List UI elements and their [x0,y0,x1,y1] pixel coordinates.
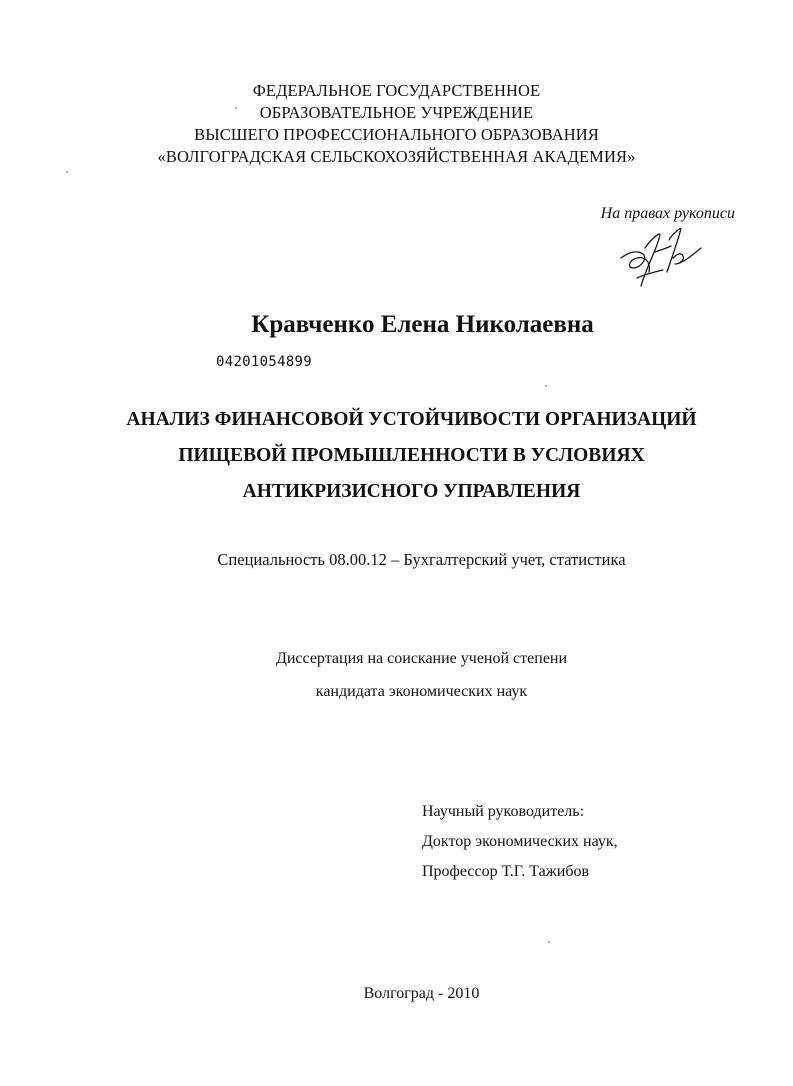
institution-line: ОБРАЗОВАТЕЛЬНОЕ УЧРЕЖДЕНИЕ [259,103,534,122]
title-line: АНТИКРИЗИСНОГО УПРАВЛЕНИЯ [242,481,581,502]
supervisor-block [422,797,618,887]
supervisor-label: Научный руководитель: [422,803,585,820]
degree-statement [0,642,793,708]
supervisor-rank: Доктор экономических наук, [422,833,618,850]
degree-line: кандидата экономических наук [315,683,528,700]
supervisor-name: Профессор Т.Г. Тажибов [422,863,590,880]
rights-note: На правах рукописи [600,205,735,222]
title-line: АНАЛИЗ ФИНАНСОВОЙ УСТОЙЧИВОСТИ ОРГАНИЗАЦИЙ [126,409,697,430]
scan-speck [548,941,550,943]
scan-speck [235,107,237,109]
signature-icon [615,228,705,290]
institution-header [0,80,793,168]
scan-speck [66,171,68,173]
scan-speck [545,385,547,387]
dissertation-title [0,402,793,510]
city-year: Волгоград - 2010 [363,985,480,1002]
institution-line: «ВОЛГОГРАДСКАЯ СЕЛЬСКОХОЗЯЙСТВЕННАЯ АКАДЕМИЯ» [157,147,636,166]
catalog-code: 04201054899 [216,354,313,370]
title-line: ПИЩЕВОЙ ПРОМЫШЛЕННОСТИ В УСЛОВИЯХ [178,445,645,466]
specialty-line: Специальность 08.00.12 – Бухгалтерский учет, статистика [217,550,626,569]
degree-line: Диссертация на соискание ученой степени [275,650,568,667]
author-name: Кравченко Елена Николаевна [251,311,594,338]
institution-line: ВЫСШЕГО ПРОФЕССИОНАЛЬНОГО ОБРАЗОВАНИЯ [194,125,599,144]
institution-line: ФЕДЕРАЛЬНОЕ ГОСУДАРСТВЕННОЕ [252,81,541,100]
